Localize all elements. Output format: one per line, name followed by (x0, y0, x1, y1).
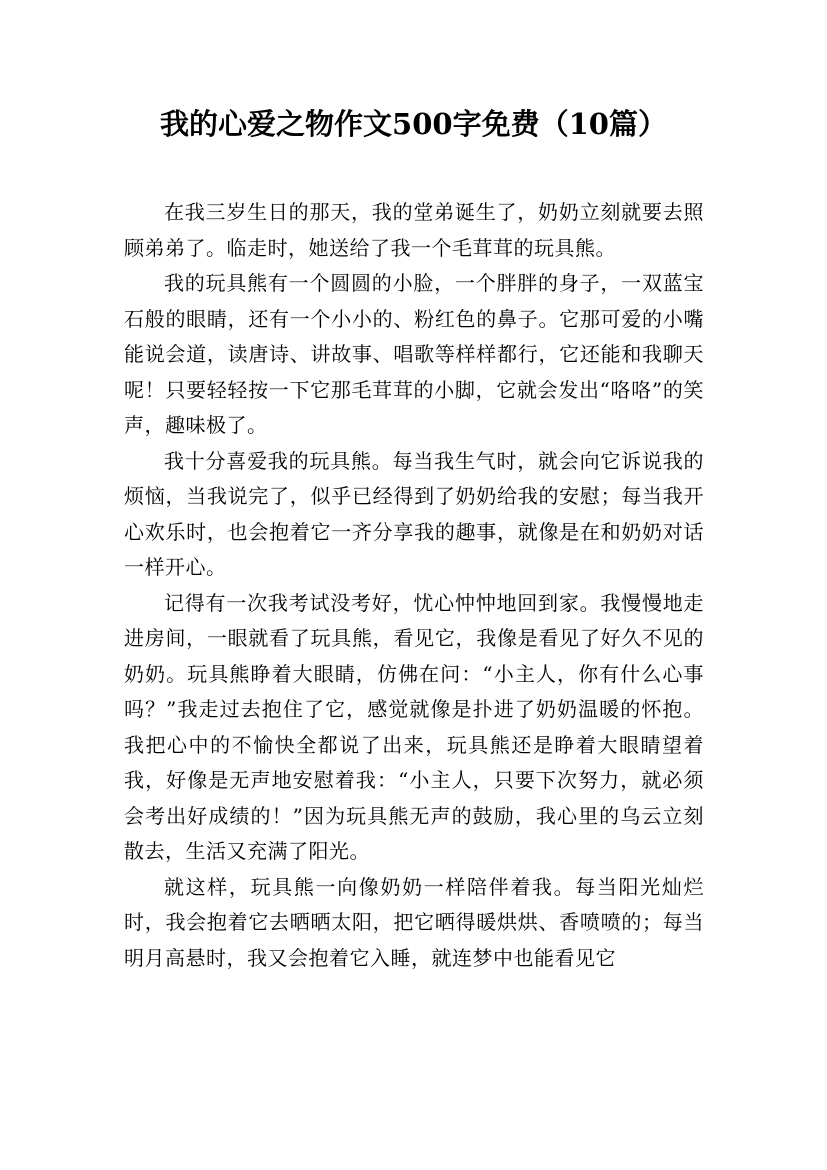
page-title: 我的心爱之物作文500字免费（10篇） (160, 107, 667, 141)
paragraph-1: 在我三岁生日的那天，我的堂弟诞生了，奶奶立刻就要去照顾弟弟了。临走时，她送给了我一个毛茸茸的玩具熊。 (124, 200, 704, 260)
paragraph-4: 记得有一次我考试没考好，忧心忡忡地回到家。我慢慢地走进房间，一眼就看了玩具熊，看见它，我像是看见了好久不见的奶奶。玩具熊睁着大眼睛，仿佛在问：“小主人，你有什么心事吗？”我走过去抱住了它，感觉就像是扑进了奶奶温暖的怀抱。我把心中的不愉快全都说了出来，玩具熊还是睁着大眼睛望着我，好像是无声地安慰着我：“小主人，只要下次努力，就必须会考出好成绩的！”因为玩具熊无声的鼓励，我心里的乌云立刻散去，生活又充满了阳光。 (124, 590, 704, 863)
article-body (124, 195, 704, 976)
paragraph-5: 就这样，玩具熊一向像奶奶一样陪伴着我。每当阳光灿烂时，我会抱着它去晒晒太阳，把它晒得暖烘烘、香喷喷的；每当明月高悬时，我又会抱着它入睡，就连梦中也能看见它 (124, 874, 704, 970)
paragraph-2: 我的玩具熊有一个圆圆的小脸，一个胖胖的身子，一双蓝宝石般的眼睛，还有一个小小的、粉红色的鼻子。它那可爱的小嘴能说会道，读唐诗、讲故事、唱歌等样样都行，它还能和我聊天呢！只要轻轻按一下它那毛茸茸的小脚，它就会发出“咯咯”的笑声，趣味极了。 (124, 271, 704, 437)
paragraph-3: 我十分喜爱我的玩具熊。每当我生气时，就会向它诉说我的烦恼，当我说完了，似乎已经得到了奶奶给我的安慰；每当我开心欢乐时，也会抱着它一齐分享我的趣事，就像是在和奶奶对话一样开心。 (124, 448, 704, 579)
